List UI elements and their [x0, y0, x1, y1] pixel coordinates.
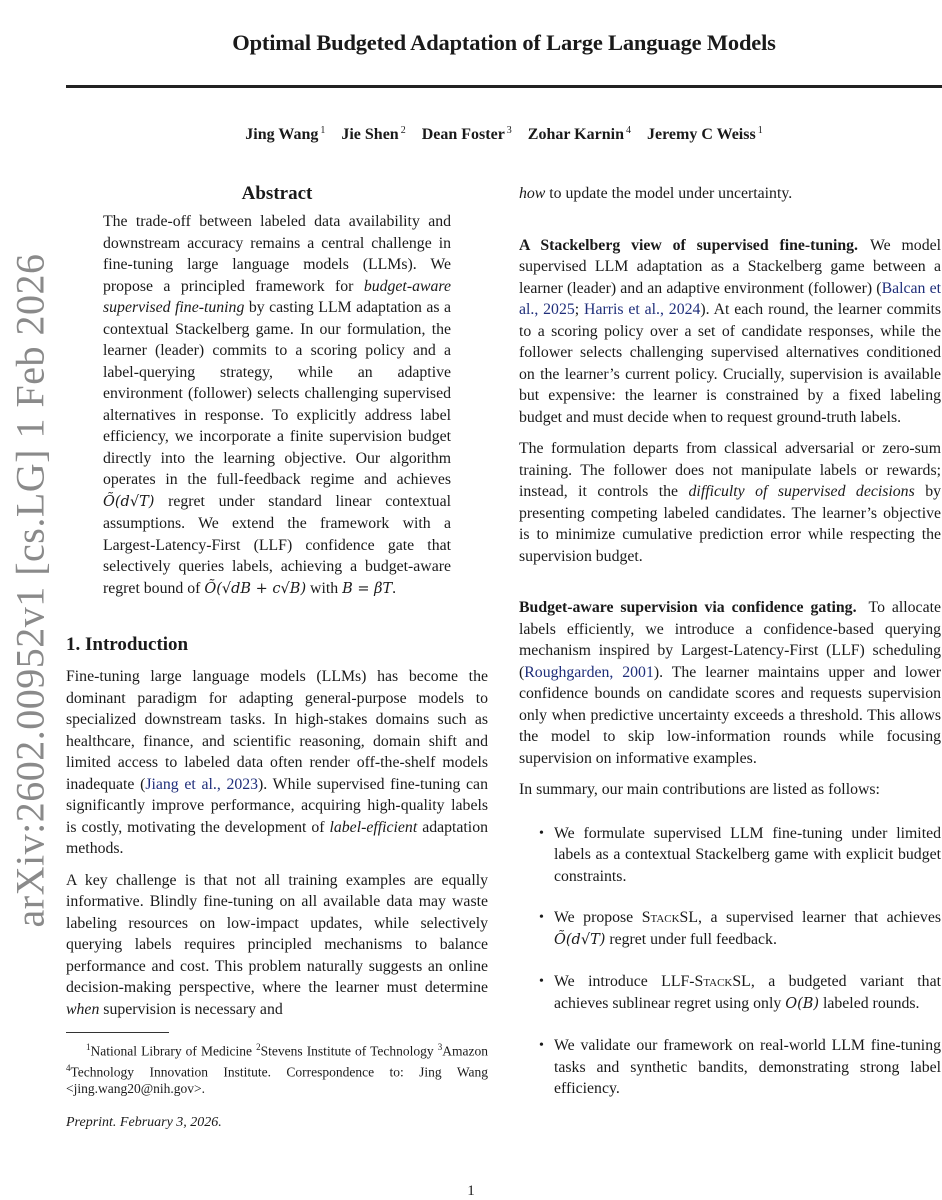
- math-expression: Õ(d√T): [103, 493, 155, 510]
- arxiv-stamp-text: arXiv:2602.00952v1 [cs.LG] 1 Feb 2026: [7, 253, 53, 927]
- citation-link[interactable]: Balcan et al., 2025: [519, 279, 941, 318]
- author-name: Jing Wang: [245, 126, 319, 144]
- contributions-list: [519, 823, 941, 1100]
- abstract-text: with: [306, 579, 343, 597]
- contribution-item: [519, 1035, 941, 1100]
- method-name: StackSL: [694, 973, 751, 990]
- paper-title: Optimal Budgeted Adaptation of Large Language Models: [232, 30, 776, 55]
- paragraph-text: adaptation methods.: [66, 818, 488, 857]
- page-number: 1: [467, 1183, 475, 1199]
- author-name: Jie Shen: [341, 126, 399, 144]
- citation-link[interactable]: Jiang et al., 2023: [145, 775, 259, 793]
- contribution-item: [519, 907, 941, 951]
- footnote-text: Stevens Institute of Technology: [260, 1043, 438, 1059]
- paragraph-text: to update the model under uncertainty.: [545, 185, 793, 202]
- author-name: Dean Foster: [421, 126, 505, 144]
- intro-paragraph: [66, 666, 488, 860]
- footnote-mark: 2: [256, 1042, 261, 1052]
- paragraph-text: We model supervised LLM adaptation as a Stackelberg game between a learner (leader) and an adaptive environment (follower) (: [519, 236, 942, 297]
- run-in-heading: Budget-aware supervision via confidence gating.: [519, 599, 857, 616]
- paragraph-text: The formulation departs from classical adversarial or zero-sum training. The follower does not manipulate labels or rewards; instead, it controls the: [519, 440, 941, 500]
- formulation-paragraph: [519, 438, 941, 567]
- author-name: Zohar Karnin: [527, 126, 624, 144]
- contribution-text: labeled rounds.: [819, 994, 920, 1012]
- left-column: [66, 183, 488, 1131]
- abstract-text: regret under standard linear contextual assumptions. We extend the framework with a Largest-Latency-First (LLF) confidence gate that selectively queries labels, achieving a budget-aware regret bound of: [103, 492, 451, 597]
- abstract-body: [103, 211, 451, 600]
- author-affiliation-mark: 4: [625, 125, 631, 136]
- footnote-mark: 1: [86, 1042, 91, 1052]
- abstract-emphasis: budget-aware supervised fine-tuning: [103, 277, 451, 316]
- paragraph-text: ). The learner maintains upper and lower confidence bounds on candidate scores and requests supervision only when predictive uncertainty exceeds a threshold. This allows the model to skip low-information rounds while focusing supervision on informative examples.: [519, 663, 941, 767]
- footnote-text: National Library of Medicine: [90, 1043, 257, 1059]
- method-name: StackSL: [641, 909, 698, 926]
- paragraph-emphasis: label-efficient: [329, 818, 418, 836]
- contribution-text: We introduce LLF-: [554, 973, 695, 990]
- intro-paragraph-continued: [519, 183, 941, 205]
- paragraph-text: ;: [574, 301, 585, 318]
- citation-link[interactable]: Roughgarden, 2001: [524, 663, 654, 681]
- author: [528, 126, 631, 143]
- math-expression: Õ(√dB + c√B): [204, 580, 307, 597]
- paragraph-text: Fine-tuning large language models (LLMs) has become the dominant paradigm for adapting general-purpose models to specialized downstream tasks. In high-stakes domains such as healthcare, finance, and scientific reasoning, domain shift and limited access to labeled data often render off-the-shelf models inadequate (: [66, 668, 488, 793]
- paragraph-emphasis: when: [66, 1000, 100, 1018]
- footnote-text: Technology Innovation Institute. Correspondence to: Jing Wang <jing.wang20@nih.gov>.: [66, 1064, 488, 1096]
- intro-paragraph: [66, 870, 488, 1021]
- paragraph-emphasis: difficulty of supervised decisions: [688, 483, 915, 500]
- math-expression: B = βT: [342, 580, 393, 597]
- paragraph-text: ). While supervised fine-tuning can significantly improve performance, acquiring high-quality labels is costly, motivating the development of: [66, 775, 488, 836]
- contribution-text: regret under full feedback.: [605, 930, 777, 948]
- footnote-mark: 3: [437, 1042, 443, 1052]
- author-list: [66, 125, 942, 144]
- run-in-heading: A Stackelberg view of supervised fine-tuning.: [519, 236, 859, 254]
- author-affiliation-mark: 1: [320, 125, 326, 136]
- contribution-text: We propose: [554, 909, 642, 926]
- footnote-text: Amazon: [442, 1043, 488, 1059]
- footnote-divider: [66, 1032, 169, 1033]
- contribution-text: We formulate supervised LLM fine-tuning under limited labels as a contextual Stackelberg game with explicit budget constraints.: [554, 824, 941, 885]
- math-expression: O(B): [785, 995, 820, 1012]
- paragraph-text: supervision is necessary and: [99, 1000, 283, 1018]
- paragraph-text: by presenting competing labeled candidates. The learner’s objective is to minimize cumulative prediction error while respecting the supervision budget.: [519, 483, 941, 565]
- author-name: Jeremy C Weiss: [646, 126, 756, 144]
- title-rule-divider: [66, 85, 942, 88]
- author-affiliation-mark: 2: [400, 125, 406, 136]
- author-affiliation-mark: 1: [757, 125, 763, 136]
- paragraph-emphasis: how: [519, 185, 546, 202]
- affiliations-footnote: [66, 1039, 488, 1097]
- author: [647, 126, 763, 143]
- preprint-notice: Preprint. February 3, 2026.: [66, 1115, 222, 1130]
- bullet-icon: •: [539, 1038, 544, 1053]
- contribution-text: We validate our framework on real-world LLM fine-tuning tasks and synthetic bandits, demonstrating strong label efficiency.: [554, 1037, 941, 1097]
- contribution-item: [519, 971, 941, 1015]
- abstract-text: The trade-off between labeled data availability and downstream accuracy remains a central challenge in fine-tuning large language models (LLMs). We propose a principled framework for: [103, 213, 451, 295]
- author-affiliation-mark: 3: [506, 125, 512, 136]
- contribution-item: [519, 823, 941, 888]
- section-heading-introduction: 1. Introduction: [66, 634, 189, 655]
- abstract-text: by casting LLM adaptation as a contextual Stackelberg game. In our formulation, the learner (leader) commits to a scoring policy and a label-querying strategy, while an adaptive environment (follower) selects challenging supervised alternatives in response. To explicitly address label efficiency, we incorporate a finite supervision budget directly into the learning objective. Our algorithm operates in the full-feedback regime and achieves: [103, 299, 451, 488]
- abstract-text: .: [392, 579, 397, 597]
- abstract-heading: Abstract: [241, 183, 313, 204]
- author: [341, 126, 405, 143]
- bullet-icon: •: [539, 974, 544, 989]
- footnote-mark: 4: [66, 1062, 71, 1073]
- summary-paragraph: In summary, our main contributions are listed as follows:: [519, 781, 880, 798]
- contribution-text: , a supervised learner that achieves: [698, 909, 941, 926]
- contribution-text: , a budgeted variant that achieves sublinear regret using only: [554, 973, 941, 1012]
- math-expression: Õ(d√T): [554, 931, 606, 948]
- citation-link[interactable]: Harris et al., 2024: [584, 301, 701, 318]
- budget-paragraph: [519, 597, 941, 769]
- arxiv-identifier-stamp: [2, 253, 58, 927]
- paragraph-text: A key challenge is that not all training examples are equally informative. Blindly fine-tuning on all available data may waste labeling resources on low-impact updates, while selectively querying labels requires principled mechanisms to balance performance and cost. This problem naturally suggests an online decision-making perspective, where the learner must determine: [66, 871, 488, 996]
- author: [422, 126, 512, 143]
- paragraph-text: To allocate labels efficiently, we introduce a confidence-based querying mechanism inspired by Largest-Latency-First (LLF) scheduling (: [519, 599, 941, 681]
- bullet-icon: •: [539, 825, 544, 841]
- bullet-icon: •: [539, 910, 544, 925]
- author: [245, 126, 325, 143]
- right-column: [519, 183, 941, 1120]
- paragraph-text: ). At each round, the learner commits to a scoring policy over a set of candidate responses, while the follower selects challenging supervised alternatives conditioned on the learner’s current policy. Crucially, supervision is available but expensive: the learner is constrained by a fixed labeling budget and must decide when to request ground-truth labels.: [519, 301, 942, 426]
- stackelberg-paragraph: [519, 235, 941, 429]
